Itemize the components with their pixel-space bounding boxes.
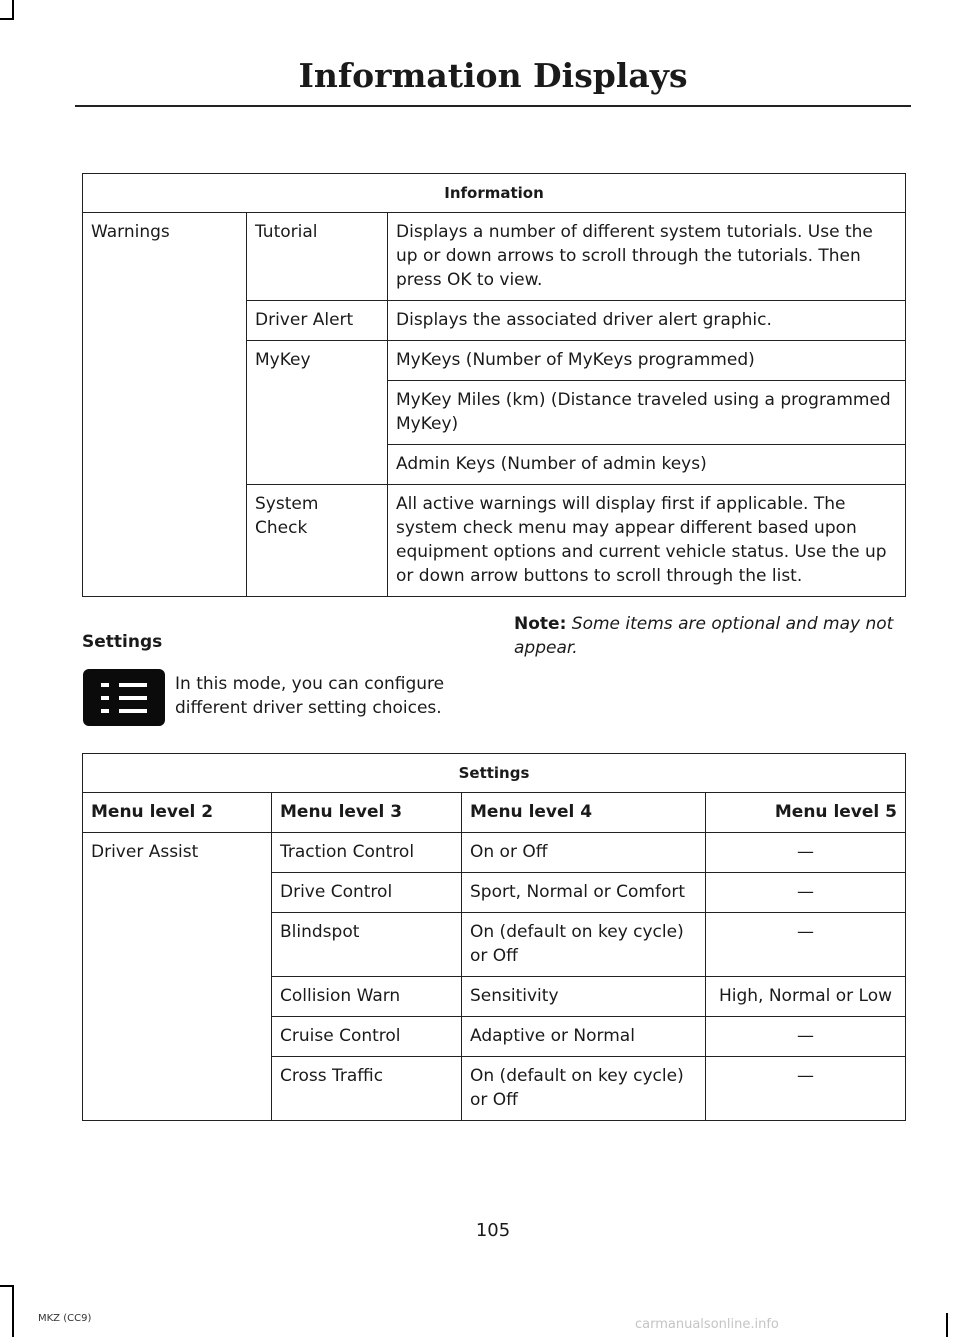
table-cell: Cruise Control: [272, 1017, 462, 1057]
table-cell: Traction Control: [272, 833, 462, 873]
table-cell: Admin Keys (Number of admin keys): [388, 445, 906, 485]
column-header: Menu level 2: [83, 793, 272, 833]
crop-mark: [946, 1313, 948, 1337]
note-label: Note:: [514, 614, 567, 634]
information-table: [82, 173, 906, 597]
settings-table: [82, 753, 906, 1121]
title-divider: [75, 105, 911, 107]
warnings-group-cell: Warnings: [83, 213, 247, 597]
table-cell: All active warnings will display first if applicable. The system check menu may appear different based upon equipment options and current vehicle status. Use the up or down arrow buttons to scroll through the list.: [388, 485, 906, 597]
table-caption: Information: [83, 174, 906, 213]
note: [514, 612, 909, 660]
settings-menu-icon: [83, 669, 165, 726]
table-cell: —: [706, 1057, 906, 1121]
table-cell: Drive Control: [272, 873, 462, 913]
table-cell: Displays a number of different system tutorials. Use the up or down arrows to scroll through the tutorials. Then press OK to view.: [388, 213, 906, 301]
settings-heading: Settings: [82, 632, 163, 652]
table-cell: Tutorial: [247, 213, 388, 301]
watermark: carmanualsonline.info: [635, 1317, 779, 1332]
table-cell: Adaptive or Normal: [462, 1017, 706, 1057]
crop-mark: [12, 0, 14, 20]
table-cell: On (default on key cycle) or Off: [462, 913, 706, 977]
crop-mark: [0, 18, 14, 20]
table-cell: On or Off: [462, 833, 706, 873]
table-cell: —: [706, 913, 906, 977]
table-cell: Sport, Normal or Comfort: [462, 873, 706, 913]
settings-description: In this mode, you can configure different driver setting choices.: [175, 674, 445, 718]
table-cell: Driver Alert: [247, 301, 388, 341]
table-cell: —: [706, 833, 906, 873]
table-cell: —: [706, 873, 906, 913]
table-caption: Settings: [83, 754, 906, 793]
driver-assist-group-cell: Driver Assist: [83, 833, 272, 1121]
crop-mark: [0, 1285, 14, 1287]
crop-mark: [12, 1285, 14, 1337]
table-cell: High, Normal or Low: [706, 977, 906, 1017]
table-cell: —: [706, 1017, 906, 1057]
table-cell: MyKeys (Number of MyKeys programmed): [388, 341, 906, 381]
model-code: MKZ (CC9): [38, 1313, 92, 1324]
column-header: Menu level 3: [272, 793, 462, 833]
table-cell: Collision Warn: [272, 977, 462, 1017]
note-text: Some items are optional and may not appear.: [514, 614, 894, 658]
table-cell: On (default on key cycle) or Off: [462, 1057, 706, 1121]
page-number: 105: [475, 1220, 511, 1241]
table-cell: MyKey: [247, 341, 388, 485]
table-cell: Sensitivity: [462, 977, 706, 1017]
table-cell: Cross Traffic: [272, 1057, 462, 1121]
table-cell: Displays the associated driver alert graphic.: [388, 301, 906, 341]
table-cell: System Check: [247, 485, 388, 597]
column-header: Menu level 5: [706, 793, 906, 833]
page-title: Information Displays: [298, 56, 688, 95]
table-cell: Blindspot: [272, 913, 462, 977]
table-cell: MyKey Miles (km) (Distance traveled using a programmed MyKey): [388, 381, 906, 445]
column-header: Menu level 4: [462, 793, 706, 833]
